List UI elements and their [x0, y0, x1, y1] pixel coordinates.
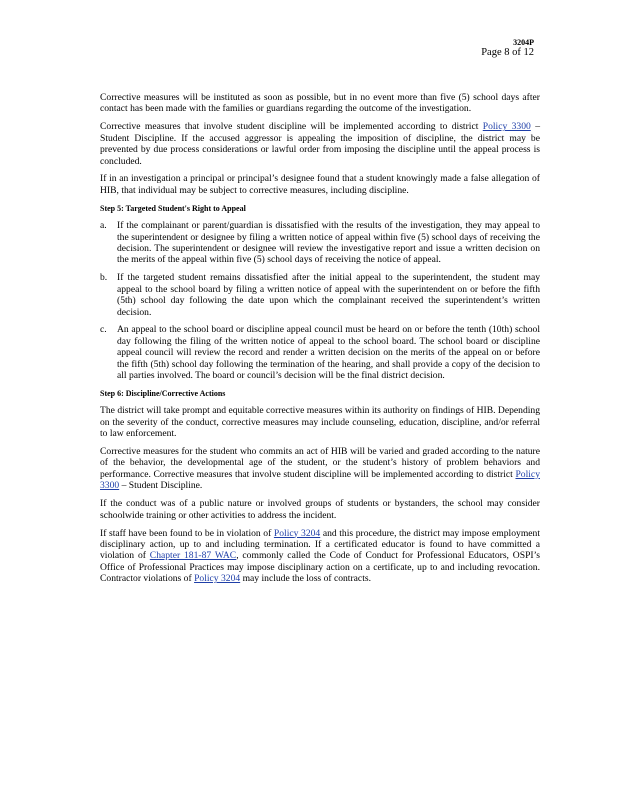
page-number: Page 8 of 12: [481, 47, 534, 59]
list-item-b: [100, 272, 540, 318]
paragraph-false-allegation: If in an investigation a principal or principal’s designee found that a student knowingly made a false allegation of HIB, that individual may be subject to corrective measures, including discipline.: [100, 173, 540, 196]
list-item-a: [100, 220, 540, 266]
list-item-c: [100, 324, 540, 381]
list-text: An appeal to the school board or discipline appeal council must be heard on or before the tenth (10th) school day following the filing of the written notice of appeal to the school board. The school board or discipline appeal council will review the record and render a written decision on the merits of the appeal on or before the fifth (5th) school day following the termination of the hearing, and shall provide a copy of the decision to all parties involved. The board or council’s decision will be the final district decision.: [117, 324, 540, 382]
text-segment: If staff have been found to be in violation of: [100, 527, 274, 539]
policy-code: 3204P: [513, 38, 534, 47]
paragraph-corrective-discipline: [100, 121, 540, 167]
policy-3204-link[interactable]: Policy 3204: [273, 527, 321, 539]
list-label: b.: [100, 272, 108, 284]
text-segment: and this procedure, the district may impose employment disciplinary action, up to and including termination. If a certificated educator is found to have committed a violation of: [100, 527, 540, 562]
document-body: [100, 92, 540, 591]
list-label: c.: [100, 324, 107, 336]
page-header: [481, 38, 534, 59]
paragraph-graded-measures: [100, 446, 540, 492]
list-label: a.: [100, 220, 107, 232]
text-segment: , commonly called the Code of Conduct for Professional Educators, OSPI’s Office of Professional Practices may impose disciplinary action on a certificate, up to and including revocation. Contractor violations of: [100, 550, 540, 585]
paragraph-public-conduct: If the conduct was of a public nature or involved groups of students or bystanders, the school may consider schoolwide training or other activities to address the incident.: [100, 498, 540, 521]
text-segment: Corrective measures for the student who commits an act of HIB will be varied and graded according to the nature of the behavior, the developmental age of the student, or the student’s history of problem behaviors and performance. Corrective measures that involve student discipline will be implemented according to district: [100, 446, 540, 480]
step-6-heading: Step 6: Discipline/Corrective Actions: [100, 388, 226, 398]
step-5-heading: Step 5: Targeted Student's Right to Appeal: [100, 203, 246, 213]
paragraph-corrective-timing: Corrective measures will be instituted as soon as possible, but in no event more than five (5) school days after contact has been made with the families or guardians regarding the outcome of the investigation.: [100, 92, 540, 115]
paragraph-staff-violation: [100, 528, 540, 585]
policy-3300-link[interactable]: Policy 3300: [100, 468, 540, 492]
text-segment: – Student Discipline.: [119, 480, 203, 492]
paragraph-prompt-measures: The district will take prompt and equitable corrective measures within its authority on findings of HIB. Depending on the severity of the conduct, corrective measures may include counseling, education, discipline, and/or referral to law enforcement.: [100, 405, 540, 440]
policy-3300-link[interactable]: Policy 3300: [482, 121, 531, 133]
text-segment: may include the loss of contracts.: [240, 573, 371, 585]
policy-3204-link[interactable]: Policy 3204: [194, 573, 241, 585]
list-text: If the complainant or parent/guardian is dissatisfied with the results of the investigation, they may appeal to the superintendent or designee by filing a written notice of appeal within five (5) school days of receiving the decision. The superintendent or designee will review the investigative report and issue a written decision on the merits of the appeal within five (5) school days of receiving the notice of appeal.: [117, 220, 540, 266]
list-text: If the targeted student remains dissatisfied after the initial appeal to the superintendent, the student may appeal to the school board by filing a written notice of appeal with the superintendent on or before the fifth (5th) school day following the date upon which the complainant received the superintendent’s written decision.: [117, 272, 540, 318]
chapter-181-87-wac-link[interactable]: Chapter 181-87 WAC: [149, 550, 237, 562]
text-segment: Corrective measures that involve student discipline will be implemented according to district: [100, 121, 483, 133]
text-segment: – Student Discipline. If the accused aggressor is appealing the imposition of discipline, the district may be prevented by due process considerations or lawful order from imposing the discipline until the appeal process is concluded.: [100, 121, 540, 167]
